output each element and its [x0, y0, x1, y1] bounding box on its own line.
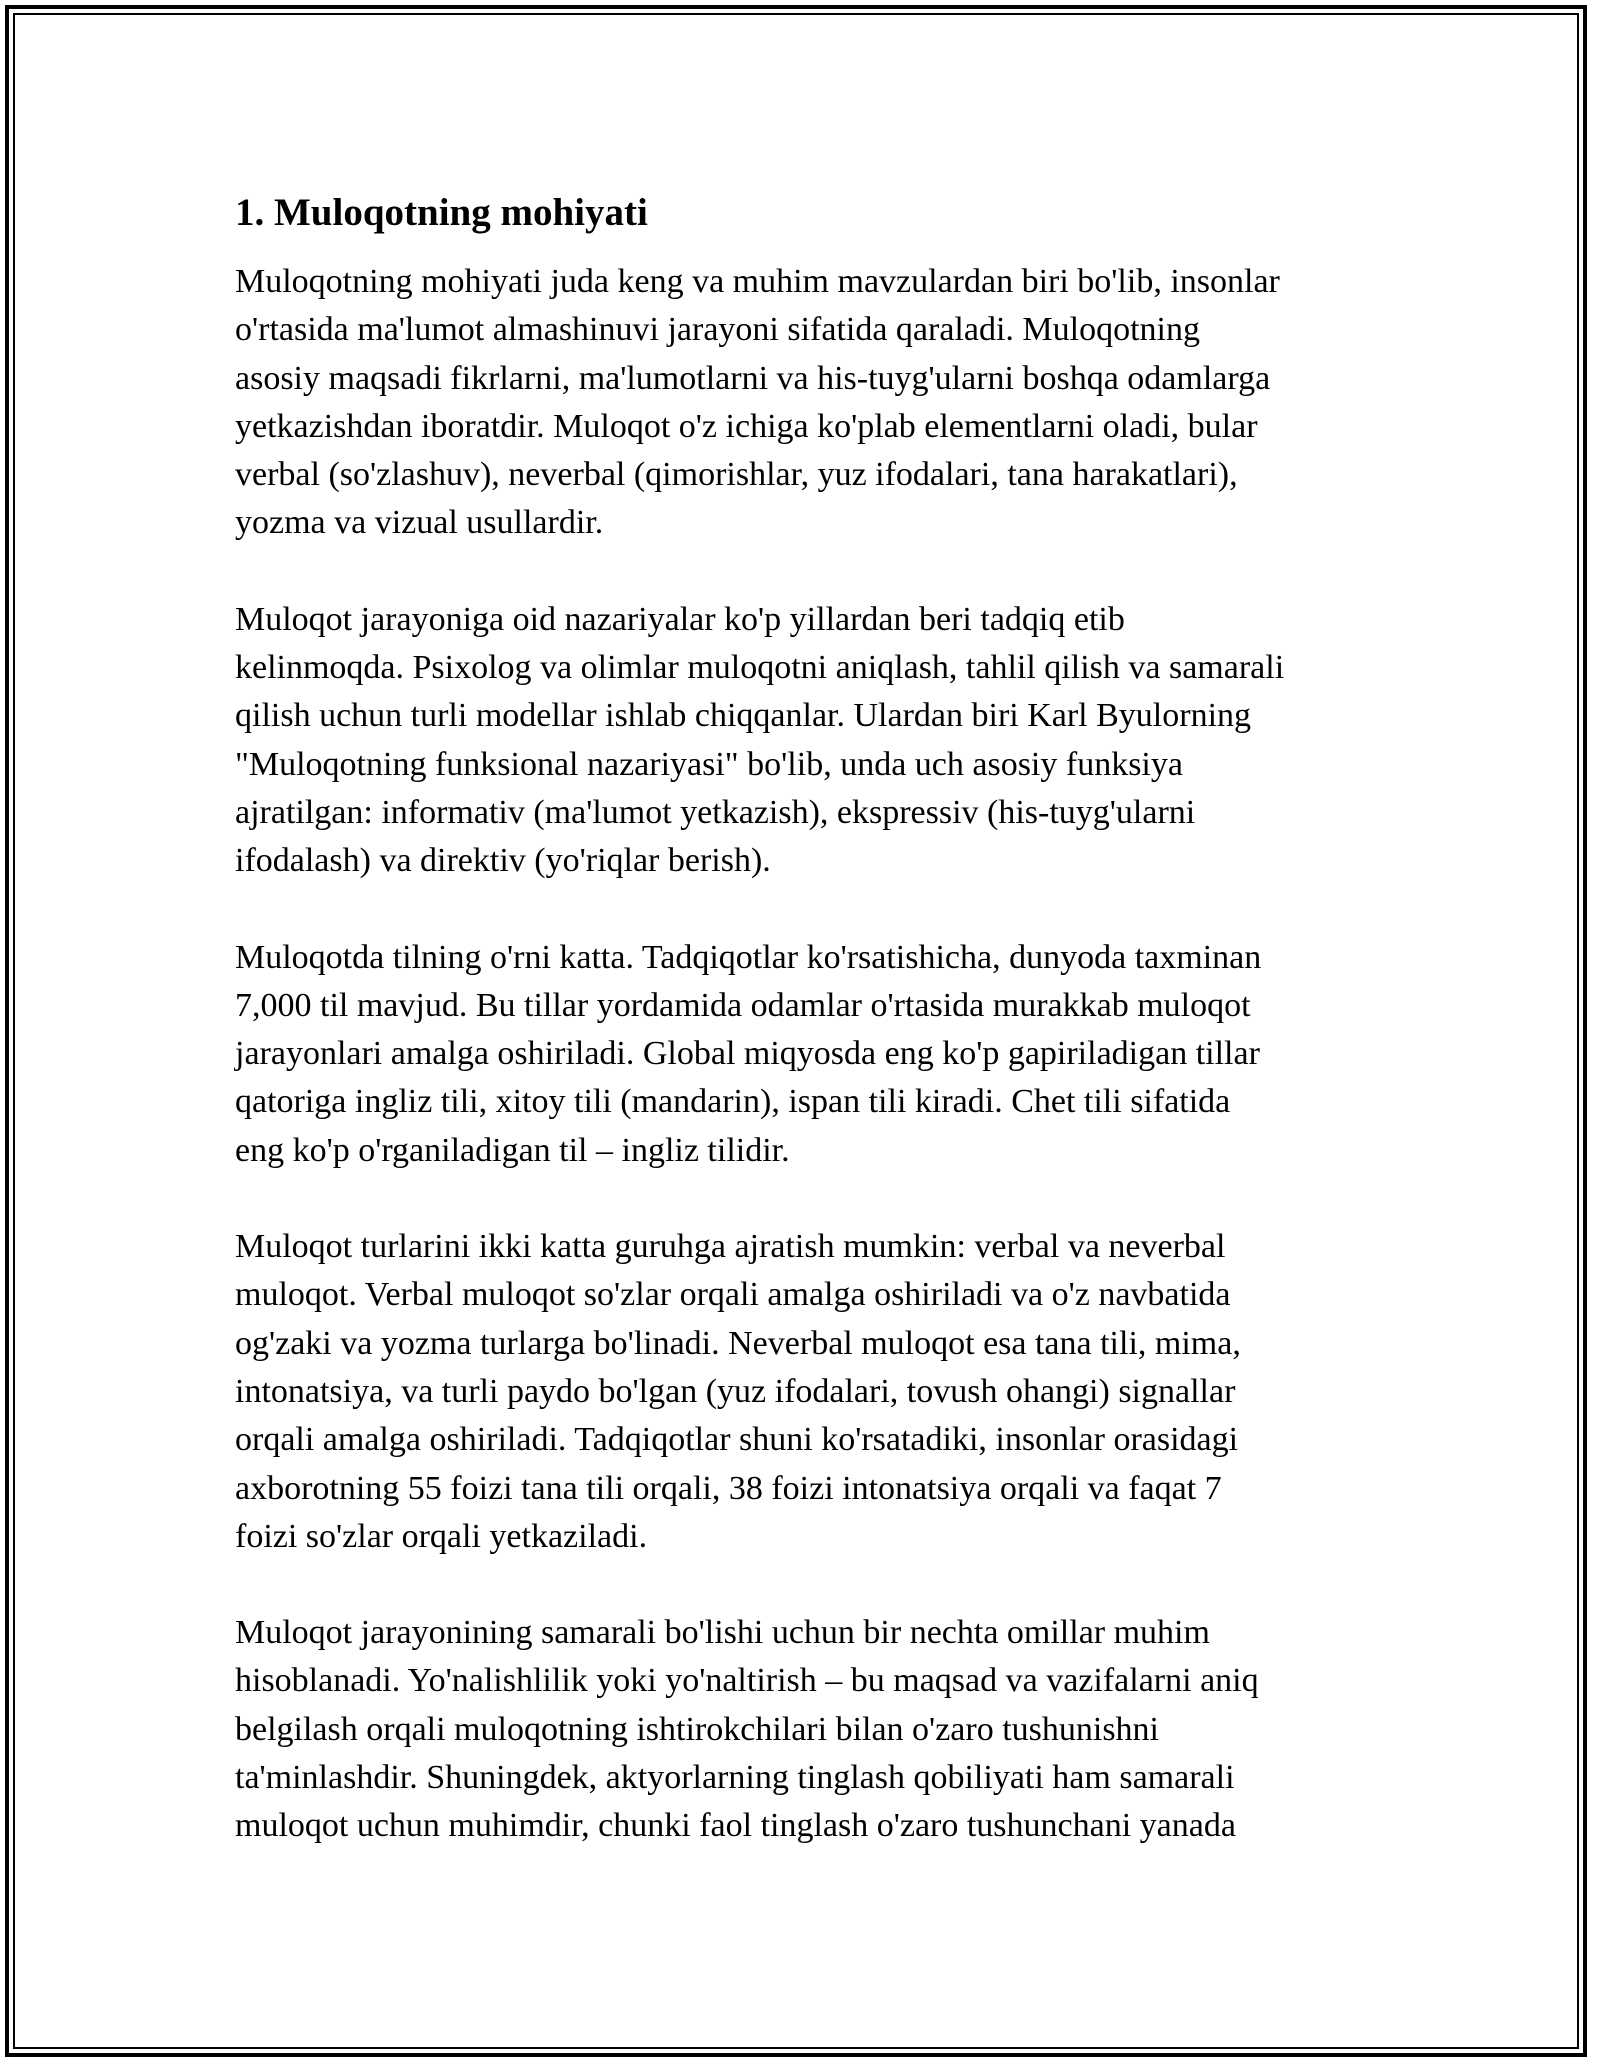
text-line: yetkazishdan iboratdir. Muloqot o'z ichiga ko'plab elementlarni oladi, bular: [235, 407, 1258, 445]
paragraph-4: [235, 1223, 1375, 1561]
paragraph-1: [235, 258, 1375, 548]
text-line: o'rtasida ma'lumot almashinuvi jarayoni sifatida qaraladi. Muloqotning: [235, 311, 1200, 349]
text-line: hisoblanadi. Yo'nalishlilik yoki yo'naltirish – bu maqsad va vazifalarni aniq: [235, 1662, 1259, 1700]
paragraph-2: [235, 596, 1375, 886]
paragraph-5: [235, 1609, 1375, 1850]
text-line: "Muloqotning funksional nazariyasi" bo'lib, unda uch asosiy funksiya: [235, 745, 1183, 783]
text-line: Muloqot jarayonining samarali bo'lishi uchun bir nechta omillar muhim: [235, 1614, 1210, 1652]
text-line: ifodalash) va direktiv (yo'riqlar berish).: [235, 842, 771, 880]
text-line: verbal (so'zlashuv), neverbal (qimorishlar, yuz ifodalari, tana harakatlari),: [235, 456, 1238, 494]
text-line: muloqot uchun muhimdir, chunki faol tinglash o'zaro tushunchani yanada: [235, 1807, 1236, 1845]
text-line: Muloqotda tilning o'rni katta. Tadqiqotlar ko'rsatishicha, dunyoda taxminan: [235, 938, 1262, 976]
text-line: jarayonlari amalga oshiriladi. Global miqyosda eng ko'p gapiriladigan tillar: [235, 1035, 1260, 1073]
text-line: asosiy maqsadi fikrlarni, ma'lumotlarni va his-tuyg'ularni boshqa odamlarga: [235, 359, 1271, 397]
text-line: muloqot. Verbal muloqot so'zlar orqali amalga oshiriladi va o'z navbatida: [235, 1276, 1231, 1314]
text-line: qilish uchun turli modellar ishlab chiqqanlar. Ulardan biri Karl Byulorning: [235, 697, 1252, 735]
text-line: ajratilgan: informativ (ma'lumot yetkazish), ekspressiv (his-tuyg'ularni: [235, 793, 1196, 831]
text-line: axborotning 55 foizi tana tili orqali, 38 foizi intonatsiya orqali va faqat 7: [235, 1469, 1222, 1507]
text-line: ta'minlashdir. Shuningdek, aktyorlarning tinglash qobiliyati ham samarali: [235, 1759, 1235, 1797]
text-line: Muloqot jarayoniga oid nazariyalar ko'p yillardan beri tadqiq etib: [235, 600, 1125, 638]
text-line: og'zaki va yozma turlarga bo'linadi. Neverbal muloqot esa tana tili, mima,: [235, 1324, 1241, 1362]
text-line: kelinmoqda. Psixolog va olimlar muloqotni aniqlash, tahlil qilish va samarali: [235, 649, 1285, 687]
text-line: belgilash orqali muloqotning ishtirokchilari bilan o'zaro tushunishni: [235, 1710, 1159, 1748]
text-line: yozma va vizual usullardir.: [235, 504, 604, 542]
paragraph-3: [235, 934, 1375, 1175]
text-line: Muloqotning mohiyati juda keng va muhim mavzulardan biri bo'lib, insonlar: [235, 263, 1280, 300]
text-line: foizi so'zlar orqali yetkaziladi.: [235, 1517, 648, 1555]
text-line: qatoriga ingliz tili, xitoy tili (mandarin), ispan tili kiradi. Chet tili sifatida: [235, 1083, 1231, 1121]
text-line: 7,000 til mavjud. Bu tillar yordamida odamlar o'rtasida murakkab muloqot: [235, 986, 1251, 1024]
document-body: [235, 186, 1375, 1899]
text-line: orqali amalga oshiriladi. Tadqiqotlar shuni ko'rsatadiki, insonlar orasidagi: [235, 1421, 1239, 1459]
text-line: intonatsiya, va turli paydo bo'lgan (yuz ifodalari, tovush ohangi) signallar: [235, 1372, 1236, 1410]
page-title: 1. Muloqotning mohiyati: [235, 191, 648, 234]
text-line: eng ko'p o'rganiladigan til – ingliz tilidir.: [235, 1131, 790, 1169]
text-line: Muloqot turlarini ikki katta guruhga ajratish mumkin: verbal va neverbal: [235, 1228, 1226, 1266]
